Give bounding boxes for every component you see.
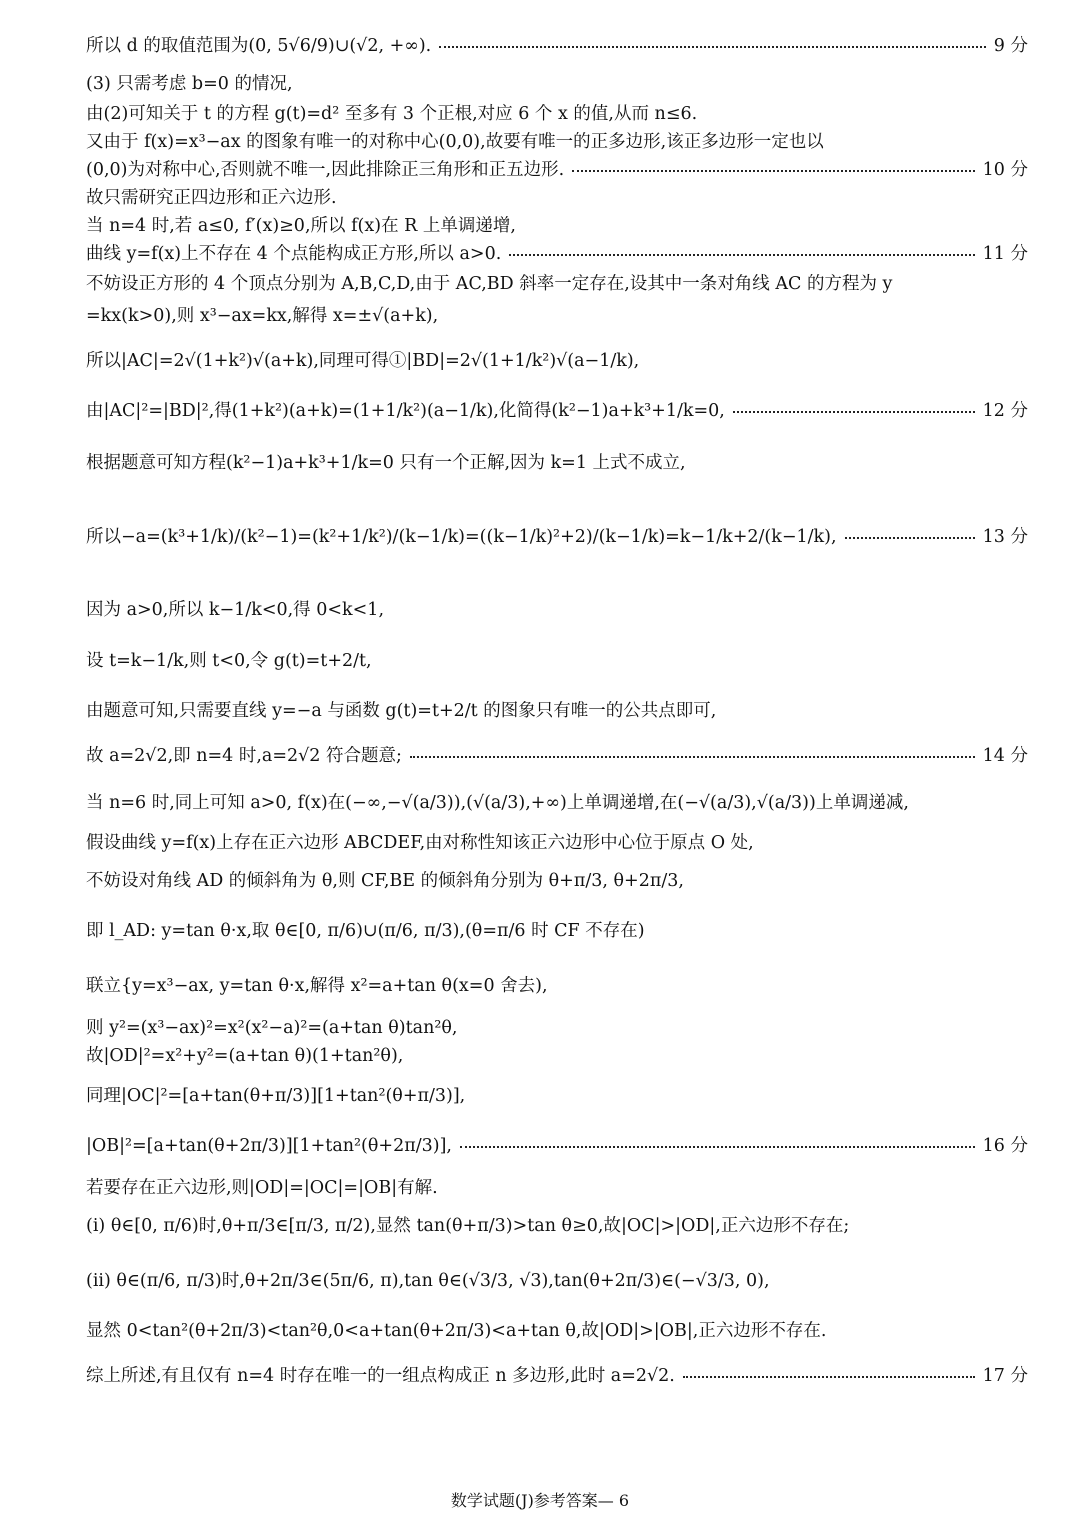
solution-line: |OB|²=[a+tan(θ+2π/3)][1+tan²(θ+2π/3)], 16 分 [86,1136,1028,1156]
solution-line: 故只需研究正四边形和正六边形. [86,188,337,208]
solution-line: 当 n=6 时,同上可知 a>0, f(x)在(−∞,−√(a/3)),(√(a/3),+∞)上单调递增,在(−√(a/3),√(a/3))上单调递减, [86,793,909,813]
solution-line: 假设曲线 y=f(x)上存在正六边形 ABCDEF,由对称性知该正六边形中心位于原点 O 处, [86,833,754,853]
solution-line: 不妨设正方形的 4 个顶点分别为 A,B,C,D,由于 AC,BD 斜率一定存在,设其中一条对角线 AC 的方程为 y [86,274,893,294]
solution-line: 若要存在正六边形,则|OD|=|OC|=|OB|有解. [86,1178,438,1198]
solution-line: =kx(k>0),则 x³−ax=kx,解得 x=±√(a+k), [86,306,439,326]
solution-line: 则 y²=(x³−ax)²=x²(x²−a)²=(a+tan θ)tan²θ, [86,1018,458,1038]
solution-line: 即 l_AD: y=tan θ·x,取 θ∈[0, π/6)∪(π/6, π/3),(θ=π/6 时 CF 不存在) [86,921,645,941]
dotted-leader [572,158,974,172]
solution-line: 所以 d 的取值范围为(0, 5√6/9)∪(√2, +∞). 9 分 [86,36,1028,56]
score-mark: 9 分 [993,36,1028,56]
solution-line: 联立{y=x³−ax, y=tan θ·x,解得 x²=a+tan θ(x=0 舍去), [86,976,548,996]
solution-line: 因为 a>0,所以 k−1/k<0,得 0<k<1, [86,600,385,620]
solution-line: 所以|AC|=2√(1+k²)√(a+k),同理可得①|BD|=2√(1+1/k²)√(a−1/k), [86,351,640,371]
solution-line: (0,0)为对称中心,否则就不唯一,因此排除正三角形和正五边形. 10 分 [86,160,1028,180]
score-mark: 17 分 [982,1366,1028,1386]
score-mark: 10 分 [982,160,1028,180]
solution-line: 所以−a=(k³+1/k)/(k²−1)=(k²+1/k²)/(k−1/k)=((k−1/k)²+2)/(k−1/k)=k−1/k+2/(k−1/k), 13 分 [86,527,1028,547]
solution-line: 由|AC|²=|BD|²,得(1+k²)(a+k)=(1+1/k²)(a−1/k),化简得(k²−1)a+k³+1/k=0, 12 分 [86,401,1028,421]
dotted-leader [683,1364,975,1378]
page-footer: 数学试题(J)参考答案— 6 [450,1491,630,1510]
score-mark: 16 分 [982,1136,1028,1156]
solution-line: 根据题意可知方程(k²−1)a+k³+1/k=0 只有一个正解,因为 k=1 上式不成立, [86,453,686,473]
solution-line: (3) 只需考虑 b=0 的情况, [86,74,293,94]
solution-line: 同理|OC|²=[a+tan(θ+π/3)][1+tan²(θ+π/3)], [86,1086,466,1106]
dotted-leader [410,744,975,758]
solution-line: 曲线 y=f(x)上不存在 4 个点能构成正方形,所以 a>0. 11 分 [86,244,1028,264]
solution-line: 故|OD|²=x²+y²=(a+tan θ)(1+tan²θ), [86,1046,404,1066]
solution-line: 当 n=4 时,若 a≤0, f′(x)≥0,所以 f(x)在 R 上单调递增, [86,216,516,236]
solution-line: 综上所述,有且仅有 n=4 时存在唯一的一组点构成正 n 多边形,此时 a=2√2. 17 分 [86,1366,1028,1386]
solution-line: 显然 0<tan²(θ+2π/3)<tan²θ,0<a+tan(θ+2π/3)<a+tan θ,故|OD|>|OB|,正六边形不存在. [86,1321,827,1341]
solution-line: 故 a=2√2,即 n=4 时,a=2√2 符合题意; 14 分 [86,746,1028,766]
dotted-leader [509,242,974,256]
solution-line: 又由于 f(x)=x³−ax 的图象有唯一的对称中心(0,0),故要有唯一的正多边形,该正多边形一定也以 [86,132,824,152]
dotted-leader [845,525,975,539]
score-mark: 13 分 [982,527,1028,547]
solution-line: 设 t=k−1/k,则 t<0,令 g(t)=t+2/t, [86,651,372,671]
solution-line: (ii) θ∈(π/6, π/3)时,θ+2π/3∈(5π/6, π),tan θ∈(√3/3, √3),tan(θ+2π/3)∈(−√3/3, 0), [86,1271,770,1291]
solution-line: 由(2)可知关于 t 的方程 g(t)=d² 至多有 3 个正根,对应 6 个 x 的值,从而 n≤6. [86,104,698,124]
score-mark: 12 分 [982,401,1028,421]
dotted-leader [733,399,975,413]
dotted-leader [460,1134,975,1148]
solution-line: 不妨设对角线 AD 的倾斜角为 θ,则 CF,BE 的倾斜角分别为 θ+π/3, θ+2π/3, [86,871,684,891]
solution-line: 由题意可知,只需要直线 y=−a 与函数 g(t)=t+2/t 的图象只有唯一的公共点即可, [86,701,717,721]
score-mark: 14 分 [982,746,1028,766]
solution-line: (i) θ∈[0, π/6)时,θ+π/3∈[π/3, π/2),显然 tan(θ+π/3)>tan θ≥0,故|OC|>|OD|,正六边形不存在; [86,1216,850,1236]
dotted-leader [439,34,986,48]
score-mark: 11 分 [982,244,1028,264]
